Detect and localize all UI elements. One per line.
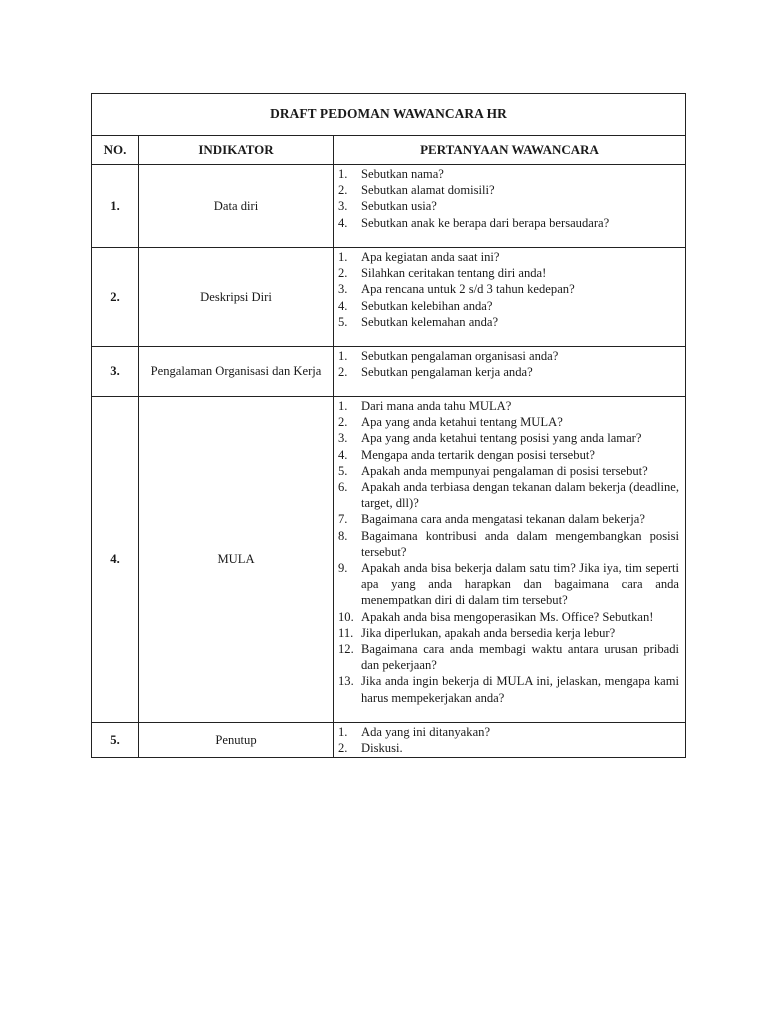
question-text: Apa yang anda ketahui tentang MULA?	[361, 415, 563, 430]
question-number: 1.	[338, 167, 348, 181]
question-text: Jika diperlukan, apakah anda bersedia kerja lebur?	[361, 625, 616, 640]
question-number: 2.	[338, 415, 348, 430]
question-text: Bagaimana cara anda mengatasi tekanan dalam bekerja?	[361, 512, 645, 527]
question-number: 3.	[338, 431, 348, 446]
questions-cell	[334, 248, 686, 347]
question-number: 9.	[338, 561, 348, 576]
indicator-cell: Deskripsi Diri	[139, 248, 334, 347]
question-text: Bagaimana kontribusi anda dalam mengembangkan posisi tersebut?	[361, 528, 680, 559]
header-pertanyaan: PERTANYAAN WAWANCARA	[334, 136, 686, 165]
question-text: Apakah anda bisa mengoperasikan Ms. Office? Sebutkan!	[361, 609, 654, 624]
question-text: Jika anda ingin bekerja di MULA ini, jelaskan, mengapa kami harus mempekerjakan anda?	[361, 674, 680, 705]
question-list	[338, 398, 679, 706]
indicator-cell: Penutup	[139, 723, 334, 758]
table-row	[92, 397, 686, 723]
question-item	[338, 609, 679, 625]
question-number: 2.	[338, 183, 348, 198]
question-number: 1.	[338, 250, 348, 264]
question-text: Sebutkan pengalaman organisasi anda?	[361, 349, 559, 363]
question-item	[338, 281, 679, 297]
question-number: 13.	[338, 674, 354, 689]
question-item	[338, 560, 679, 609]
question-number: 10.	[338, 609, 354, 624]
question-item	[338, 314, 679, 330]
question-item	[338, 198, 679, 214]
question-item	[338, 364, 679, 380]
question-text: Sebutkan kelebihan anda?	[361, 298, 493, 313]
question-item	[338, 740, 679, 756]
question-item	[338, 414, 679, 430]
question-item	[338, 182, 679, 198]
question-number: 2.	[338, 266, 348, 281]
question-text: Apa rencana untuk 2 s/d 3 tahun kedepan?	[361, 282, 575, 297]
question-text: Mengapa anda tertarik dengan posisi tersebut?	[361, 447, 595, 462]
question-item	[338, 511, 679, 527]
row-number: 5.	[92, 723, 139, 758]
question-item	[338, 298, 679, 314]
question-number: 1.	[338, 399, 348, 413]
indicator-cell: Pengalaman Organisasi dan Kerja	[139, 347, 334, 397]
question-number: 11.	[338, 625, 354, 640]
questions-cell	[334, 165, 686, 248]
question-number: 3.	[338, 282, 348, 297]
question-item	[338, 398, 679, 414]
row-number: 3.	[92, 347, 139, 397]
question-item	[338, 479, 679, 511]
question-text: Ada yang ini ditanyakan?	[361, 725, 491, 739]
question-text: Silahkan ceritakan tentang diri anda!	[361, 266, 547, 281]
question-item	[338, 265, 679, 281]
question-text: Diskusi.	[361, 741, 403, 756]
question-text: Apa kegiatan anda saat ini?	[361, 250, 500, 264]
question-number: 7.	[338, 512, 348, 527]
question-text: Apakah anda mempunyai pengalaman di posisi tersebut?	[361, 463, 648, 478]
question-item	[338, 641, 679, 673]
question-number: 2.	[338, 741, 348, 756]
questions-cell	[334, 347, 686, 397]
row-number: 2.	[92, 248, 139, 347]
table-row	[92, 723, 686, 758]
question-item	[338, 625, 679, 641]
question-item	[338, 430, 679, 446]
row-number: 4.	[92, 397, 139, 723]
title-row	[92, 94, 686, 136]
question-item	[338, 166, 679, 182]
interview-guide-table	[91, 93, 686, 758]
question-item	[338, 673, 679, 705]
question-text: Sebutkan kelemahan anda?	[361, 314, 499, 329]
header-indikator: INDIKATOR	[139, 136, 334, 165]
row-number: 1.	[92, 165, 139, 248]
header-row	[92, 136, 686, 165]
question-item	[338, 447, 679, 463]
questions-cell	[334, 723, 686, 758]
question-item	[338, 528, 679, 560]
table-row	[92, 165, 686, 248]
question-text: Dari mana anda tahu MULA?	[361, 399, 512, 413]
question-number: 4.	[338, 215, 348, 230]
table-row	[92, 248, 686, 347]
header-no: NO.	[92, 136, 139, 165]
question-text: Bagaimana cara anda membagi waktu antara urusan pribadi dan pekerjaan?	[361, 642, 680, 673]
question-number: 12.	[338, 642, 354, 657]
question-list	[338, 166, 679, 231]
question-number: 5.	[338, 314, 348, 329]
question-list	[338, 249, 679, 330]
question-item	[338, 348, 679, 364]
document-title: DRAFT PEDOMAN WAWANCARA HR	[92, 94, 686, 136]
question-number: 3.	[338, 199, 348, 214]
question-text: Sebutkan usia?	[361, 199, 437, 214]
question-text: Sebutkan anak ke berapa dari berapa bersaudara?	[361, 215, 610, 230]
question-text: Sebutkan alamat domisili?	[361, 183, 495, 198]
indicator-cell: MULA	[139, 397, 334, 723]
question-text: Sebutkan pengalaman kerja anda?	[361, 365, 533, 380]
indicator-cell: Data diri	[139, 165, 334, 248]
question-item	[338, 215, 679, 231]
question-item	[338, 724, 679, 740]
question-list	[338, 724, 679, 756]
question-number: 8.	[338, 528, 348, 543]
question-number: 1.	[338, 349, 348, 363]
question-number: 1.	[338, 725, 348, 739]
question-item	[338, 463, 679, 479]
question-number: 6.	[338, 480, 348, 495]
question-number: 4.	[338, 447, 348, 462]
question-text: Apakah anda bisa bekerja dalam satu tim? Jika iya, tim seperti apa yang anda harapkan dan bagaimana cara anda menempatkan diri di dalam tim tersebut?	[361, 561, 680, 608]
question-text: Apakah anda terbiasa dengan tekanan dalam bekerja (deadline, target, dll)?	[361, 480, 680, 511]
question-text: Sebutkan nama?	[361, 167, 444, 181]
table-row	[92, 347, 686, 397]
question-text: Apa yang anda ketahui tentang posisi yang anda lamar?	[361, 431, 642, 446]
question-list	[338, 348, 679, 380]
questions-cell	[334, 397, 686, 723]
question-item	[338, 249, 679, 265]
question-number: 2.	[338, 365, 348, 380]
question-number: 4.	[338, 298, 348, 313]
question-number: 5.	[338, 463, 348, 478]
